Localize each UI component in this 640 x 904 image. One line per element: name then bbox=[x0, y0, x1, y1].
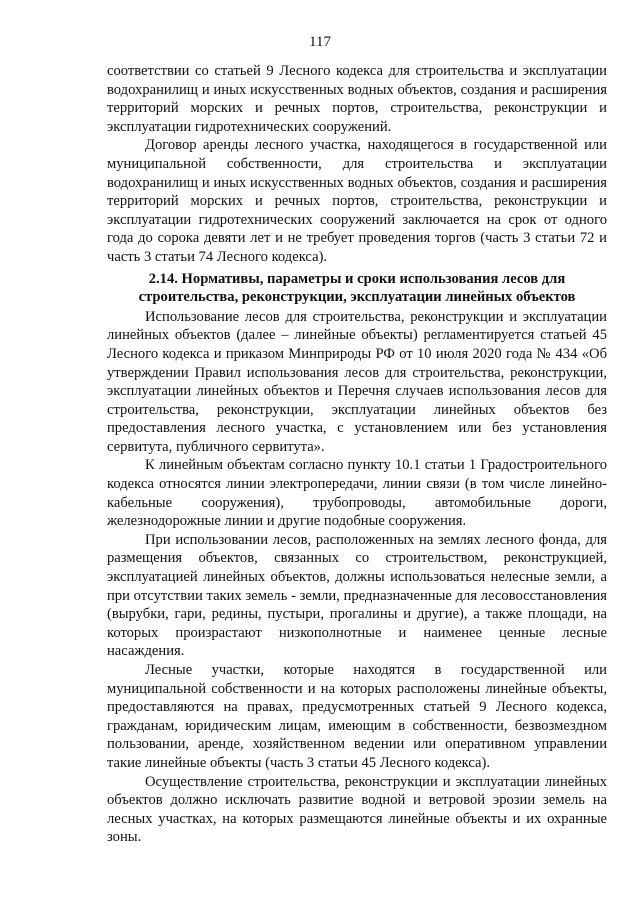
paragraph: Договор аренды лесного участка, находящегося в государственной или муниципальной собственности, для строительства и эксплуатации водохранилищ и иных искусственных водных объектов, создания и расширения территорий морских и речных портов, строительства, реконструкции и эксплуатации гидротехнических сооружений заключается на срок от одного года до сорока девяти лет и не требует проведения торгов (часть 3 статьи 72 и часть 3 статьи 74 Лесного кодекса). bbox=[107, 137, 607, 265]
paragraph-continued: соответствии со статьей 9 Лесного кодекса для строительства и эксплуатации водохранилищ и иных искусственных водных объектов, создания и расширения территорий морских и речных портов, строительства, реконструкции и эксплуатации гидротехнических сооружений. bbox=[107, 63, 607, 135]
paragraph: При использовании лесов, расположенных на землях лесного фонда, для размещения объектов, связанных со строительством, реконструкцией, эксплуатацией линейных объектов, должны использоваться нелесные земли, а при отсутствии таких земель - земли, предназначенные для лесовосстановления (вырубки, гари, редины, пустыри, прогалины и другие), а также площади, на которых произрастают низкополнотные и наименее ценные лесные насаждения. bbox=[107, 531, 607, 660]
document-body bbox=[107, 62, 607, 847]
paragraph: К линейным объектам согласно пункту 10.1 статьи 1 Градостроительного кодекса относятся линии электропередачи, линии связи (в том числе линейно-кабельные сооружения), трубопроводы, автомобильные дороги, железнодорожные линии и другие подобные сооружения. bbox=[107, 457, 607, 530]
section-heading: 2.14. Нормативы, параметры и сроки использования лесов для строительства, реконструкции, эксплуатации линейных объектов bbox=[138, 270, 576, 306]
paragraph: Лесные участки, которые находятся в государственной или муниципальной собственности и на которых расположены линейные объекты, предоставляются на правах, предусмотренных статьей 9 Лесного кодекса, гражданам, юридическим лицам, имеющим в собственности, безвозмездном пользовании, аренде, хозяйственном ведении или оперативном управлении такие линейные объекты (часть 3 статьи 45 Лесного кодекса). bbox=[107, 662, 607, 771]
paragraph: Осуществление строительства, реконструкции и эксплуатации линейных объектов должно исключать развитие водной и ветровой эрозии земель на лесных участках, на которых размещаются линейные объекты и их охранные зоны. bbox=[107, 773, 607, 846]
page-number: 117 bbox=[309, 34, 331, 50]
paragraph: Использование лесов для строительства, реконструкции и эксплуатации линейных объектов (далее – линейные объекты) регламентируется статьей 45 Лесного кодекса и приказом Минприроды РФ от 10 июля 2020 года № 434 «Об утверждении Правил использования лесов для строительства, реконструкции, эксплуатации линейных объектов и Перечня случаев использования лесов для строительства, реконструкции, эксплуатации линейных объектов без предоставления лесного участка, с установлением или без установления сервитута, публичного сервитута». bbox=[107, 308, 607, 455]
